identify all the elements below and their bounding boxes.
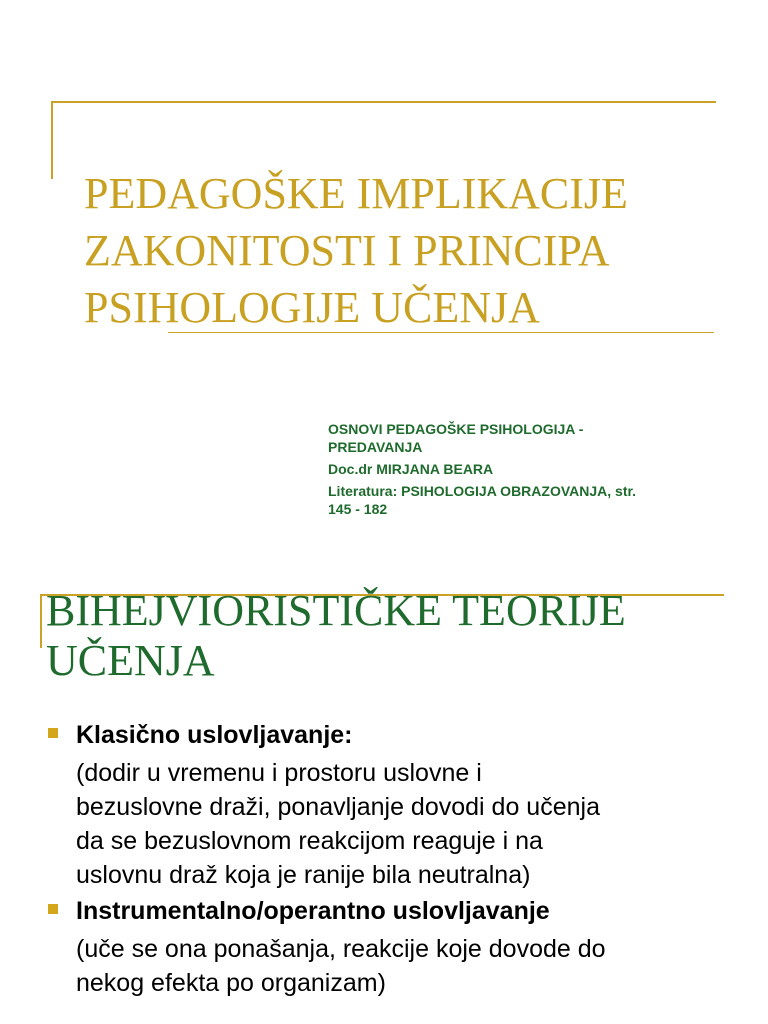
lecture-info — [328, 420, 728, 518]
square-bullet-icon — [48, 728, 58, 738]
subtitle-line: PREDAVANJA — [328, 439, 423, 455]
body-line: uslovnu draž koja je ranije bila neutralna) — [76, 861, 531, 889]
bullet-heading: Klasično uslovljavanje: — [76, 721, 353, 749]
body-line: nekog efekta po organizam) — [76, 969, 386, 997]
subtitle-line: OSNOVI PEDAGOŠKE PSIHOLOGIJA - — [328, 421, 584, 437]
slide-content — [0, 570, 768, 1024]
body-line: da se bezuslovnom reakcijom reaguje i na — [76, 827, 543, 855]
left-rule — [40, 594, 42, 648]
body-line: bezuslovne draži, ponavljanje dovodi do učenja — [76, 793, 600, 821]
bullet-heading: Instrumentalno/operantno uslovljavanje — [76, 897, 550, 925]
subtitle-line: Literatura: PSIHOLOGIJA OBRAZOVANJA, str. — [328, 483, 637, 499]
bullet-list — [46, 718, 746, 1000]
body-line: (uče se ona ponašanja, reakcije koje dovode do — [76, 935, 606, 963]
title-line: PEDAGOŠKE IMPLIKACIJE — [84, 169, 628, 218]
square-bullet-icon — [48, 904, 58, 914]
top-rule — [51, 101, 716, 103]
subtitle-line: 145 - 182 — [328, 501, 388, 517]
bullet-body — [76, 756, 746, 892]
slide-heading — [46, 586, 746, 686]
heading-line: UČENJA — [46, 636, 215, 685]
body-line: (dodir u vremenu i prostoru uslovne i — [76, 759, 482, 787]
left-rule — [51, 101, 53, 179]
subtitle-line: Doc.dr MIRJANA BEARA — [328, 461, 494, 477]
title-line: PSIHOLOGIJE UČENJA — [84, 283, 540, 332]
title-underline — [168, 332, 714, 333]
title-line: ZAKONITOSTI I PRINCIPA — [84, 226, 610, 275]
bullet-item — [46, 894, 746, 1000]
heading-line: BIHEJVIORISTIČKE TEORIJE — [46, 586, 626, 635]
bullet-item — [46, 718, 746, 892]
bullet-body — [76, 932, 746, 1000]
slide-title-heading — [84, 165, 724, 336]
